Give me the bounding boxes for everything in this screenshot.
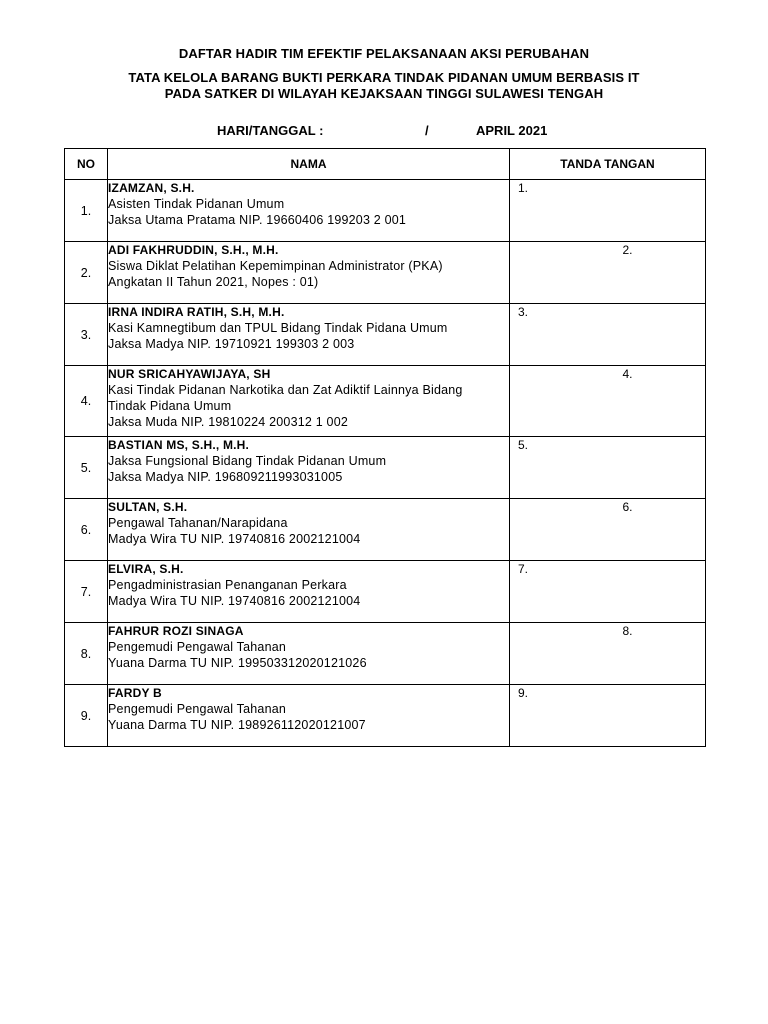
person-rank-nip: Madya Wira TU NIP. 19740816 2002121004 (108, 532, 361, 546)
person-rank-nip: Madya Wira TU NIP. 19740816 2002121004 (108, 594, 361, 608)
column-header-tanda-tangan: TANDA TANGAN (510, 149, 706, 180)
person-name: NUR SRICAHYAWIJAYA, SH (108, 367, 271, 381)
signature-number: 2. (622, 243, 633, 257)
name-cell (108, 499, 510, 561)
table-row (65, 242, 706, 304)
person-position: Pengadministrasian Penanganan Perkara (108, 578, 347, 592)
person-rank-nip: Jaksa Utama Pratama NIP. 19660406 199203 2 001 (108, 213, 407, 227)
row-number: 4. (65, 366, 108, 437)
person-position: Kasi Kamnegtibum dan TPUL Bidang Tindak Pidana Umum (108, 321, 448, 335)
name-cell (108, 685, 510, 747)
person-name: SULTAN, S.H. (108, 500, 188, 514)
person-name: IRNA INDIRA RATIH, S.H, M.H. (108, 305, 285, 319)
document-subtitle-line-1: TATA KELOLA BARANG BUKTI PERKARA TINDAK PIDANAN UMUM BERBASIS IT (128, 70, 640, 85)
table-row (65, 366, 706, 437)
signature-number: 9. (518, 686, 529, 700)
signature-number: 3. (518, 305, 529, 319)
signature-cell (510, 242, 706, 304)
row-number: 9. (65, 685, 108, 747)
person-rank-nip: Yuana Darma TU NIP. 198926112020121007 (108, 718, 366, 732)
row-number: 3. (65, 304, 108, 366)
row-number: 5. (65, 437, 108, 499)
signature-number: 7. (518, 562, 529, 576)
signature-cell (510, 366, 706, 437)
person-name: ELVIRA, S.H. (108, 562, 184, 576)
row-number: 1. (65, 180, 108, 242)
person-position: Asisten Tindak Pidanan Umum (108, 197, 285, 211)
signature-cell (510, 685, 706, 747)
name-cell (108, 180, 510, 242)
person-name: FAHRUR ROZI SINAGA (108, 624, 244, 638)
column-header-nama: NAMA (108, 149, 510, 180)
person-rank-nip: Jaksa Madya NIP. 19710921 199303 2 003 (108, 337, 355, 351)
signature-cell (510, 304, 706, 366)
person-rank-nip: Angkatan II Tahun 2021, Nopes : 01) (108, 275, 319, 289)
signature-cell (510, 623, 706, 685)
name-cell (108, 623, 510, 685)
signature-number: 8. (622, 624, 633, 638)
person-position: Siswa Diklat Pelatihan Kepemimpinan Administrator (PKA) (108, 259, 443, 273)
table-row (65, 180, 706, 242)
table-row (65, 561, 706, 623)
name-cell (108, 561, 510, 623)
attendance-table (64, 148, 706, 747)
table-row (65, 623, 706, 685)
signature-number: 4. (622, 367, 633, 381)
signature-number: 1. (518, 181, 529, 195)
person-position: Pengemudi Pengawal Tahanan (108, 702, 287, 716)
signature-number: 6. (622, 500, 633, 514)
person-position: Jaksa Fungsional Bidang Tindak Pidanan Umum (108, 454, 387, 468)
signature-cell (510, 561, 706, 623)
person-rank-nip: Jaksa Madya NIP. 196809211993031005 (108, 470, 343, 484)
person-rank-nip: Yuana Darma TU NIP. 199503312020121026 (108, 656, 367, 670)
column-header-no: NO (65, 149, 108, 180)
person-position: Kasi Tindak Pidanan Narkotika dan Zat Adiktif Lainnya Bidang (108, 383, 463, 397)
document-title: DAFTAR HADIR TIM EFEKTIF PELAKSANAAN AKSI PERUBAHAN (178, 46, 590, 61)
row-number: 2. (65, 242, 108, 304)
person-name: BASTIAN MS, S.H., M.H. (108, 438, 250, 452)
table-row (65, 499, 706, 561)
row-number: 8. (65, 623, 108, 685)
row-number: 6. (65, 499, 108, 561)
person-name: ADI FAKHRUDDIN, S.H., M.H. (108, 243, 279, 257)
person-position-cont: Tindak Pidana Umum (108, 399, 232, 413)
table-row (65, 685, 706, 747)
signature-cell (510, 180, 706, 242)
person-position: Pengemudi Pengawal Tahanan (108, 640, 287, 654)
date-separator: / (425, 123, 429, 138)
name-cell (108, 242, 510, 304)
table-header-row (65, 149, 706, 180)
person-rank-nip: Jaksa Muda NIP. 19810224 200312 1 002 (108, 415, 348, 429)
table-row (65, 304, 706, 366)
name-cell (108, 366, 510, 437)
document-subtitle-line-2: PADA SATKER DI WILAYAH KEJAKSAAN TINGGI SULAWESI TENGAH (164, 86, 604, 101)
date-label: HARI/TANGGAL : (217, 123, 324, 138)
signature-number: 5. (518, 438, 529, 452)
name-cell (108, 304, 510, 366)
signature-cell (510, 499, 706, 561)
table-row (65, 437, 706, 499)
person-name: FARDY B (108, 686, 162, 700)
date-month: APRIL 2021 (476, 123, 548, 138)
signature-cell (510, 437, 706, 499)
name-cell (108, 437, 510, 499)
person-name: IZAMZAN, S.H. (108, 181, 195, 195)
row-number: 7. (65, 561, 108, 623)
person-position: Pengawal Tahanan/Narapidana (108, 516, 288, 530)
